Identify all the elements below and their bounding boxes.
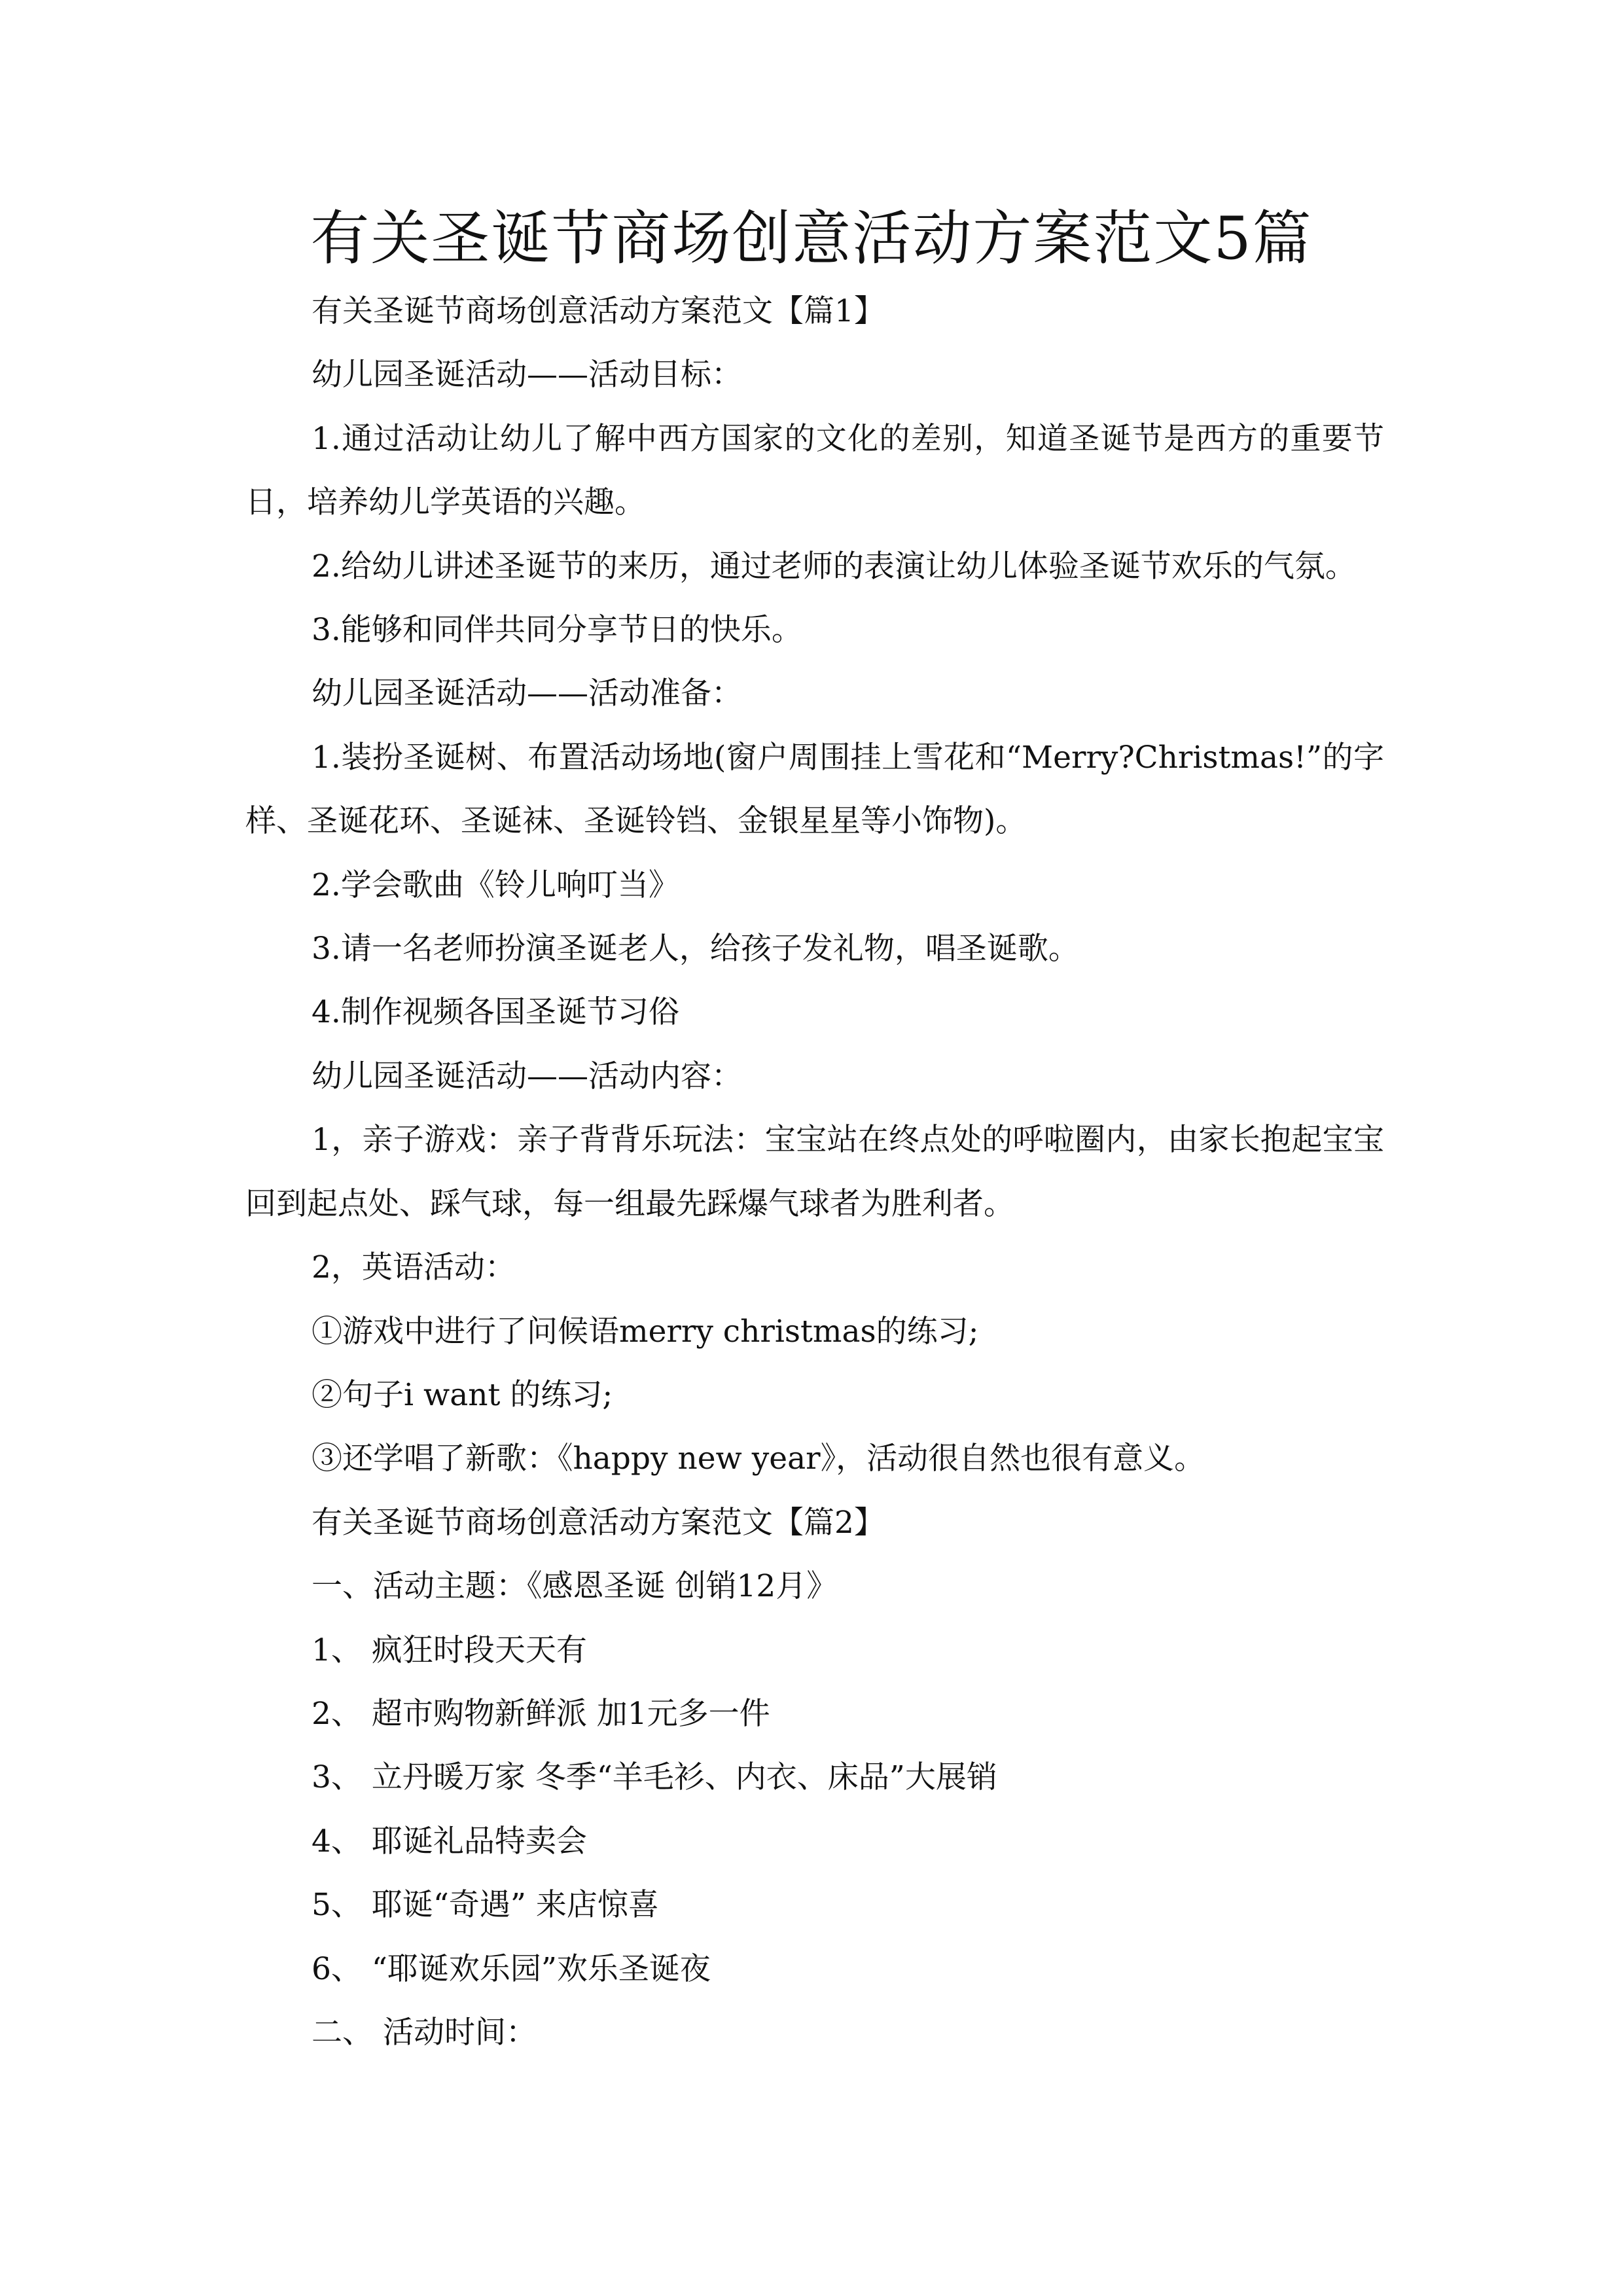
paragraph: 二、 活动时间： — [312, 2014, 537, 2051]
paragraph: 6、 “耶诞欢乐园”欢乐圣诞夜 — [312, 1950, 711, 1987]
paragraph: ③还学唱了新歌：《happy new year》，活动很自然也很有意义。 — [312, 1441, 1205, 1477]
paragraph: 一、活动主题：《感恩圣诞 创销12月》 — [312, 1568, 838, 1605]
paragraph: 2、 超市购物新鲜派 加1元多一件 — [312, 1695, 770, 1732]
paragraph: ②句子i want 的练习; — [312, 1376, 613, 1413]
paragraph: 有关圣诞节商场创意活动方案范文【篇1】 — [312, 293, 885, 329]
paragraph: 1，亲子游戏：亲子背背乐玩法：宝宝站在终点处的呼啦圈内，由家长抱起宝宝回到起点处、踩气球，每一组最先踩爆气球者为胜利者。 — [245, 1122, 1384, 1222]
paragraph: 幼儿园圣诞活动——活动准备： — [312, 675, 742, 712]
paragraph: ①游戏中进行了问候语merry christmas的练习; — [312, 1313, 979, 1350]
document-title: 有关圣诞节商场创意活动方案范文5篇 — [310, 204, 1313, 273]
paragraph: 3、 立丹暖万家 冬季“羊毛衫、内衣、床品”大展销 — [312, 1759, 997, 1796]
paragraph: 3.请一名老师扮演圣诞老人，给孩子发礼物，唱圣诞歌。 — [312, 931, 1079, 967]
paragraph: 幼儿园圣诞活动——活动目标： — [312, 357, 742, 393]
paragraph: 2.给幼儿讲述圣诞节的来历，通过老师的表演让幼儿体验圣诞节欢乐的气氛。 — [312, 548, 1356, 584]
paragraph: 5、 耶诞“奇遇” 来店惊喜 — [312, 1887, 659, 1924]
paragraph: 2.学会歌曲《铃儿响叮当》 — [312, 867, 679, 903]
document-body — [245, 279, 1384, 2064]
paragraph: 1、 疯狂时段天天有 — [312, 1632, 587, 1668]
paragraph: 2，英语活动： — [312, 1249, 516, 1286]
paragraph: 有关圣诞节商场创意活动方案范文【篇2】 — [312, 1504, 885, 1541]
paragraph: 1.装扮圣诞树、布置活动场地(窗户周围挂上雪花和“Merry?Christmas!”的字样、圣诞花环、圣诞袜、圣诞铃铛、金银星星等小饰物)。 — [245, 739, 1384, 840]
paragraph: 4、 耶诞礼品特卖会 — [312, 1823, 587, 1859]
paragraph: 1.通过活动让幼儿了解中西方国家的文化的差别，知道圣诞节是西方的重要节日，培养幼儿学英语的兴趣。 — [245, 420, 1384, 521]
paragraph: 3.能够和同伴共同分享节日的快乐。 — [312, 612, 802, 649]
paragraph: 4.制作视频各国圣诞节习俗 — [312, 994, 679, 1031]
paragraph: 幼儿园圣诞活动——活动内容： — [312, 1058, 742, 1094]
